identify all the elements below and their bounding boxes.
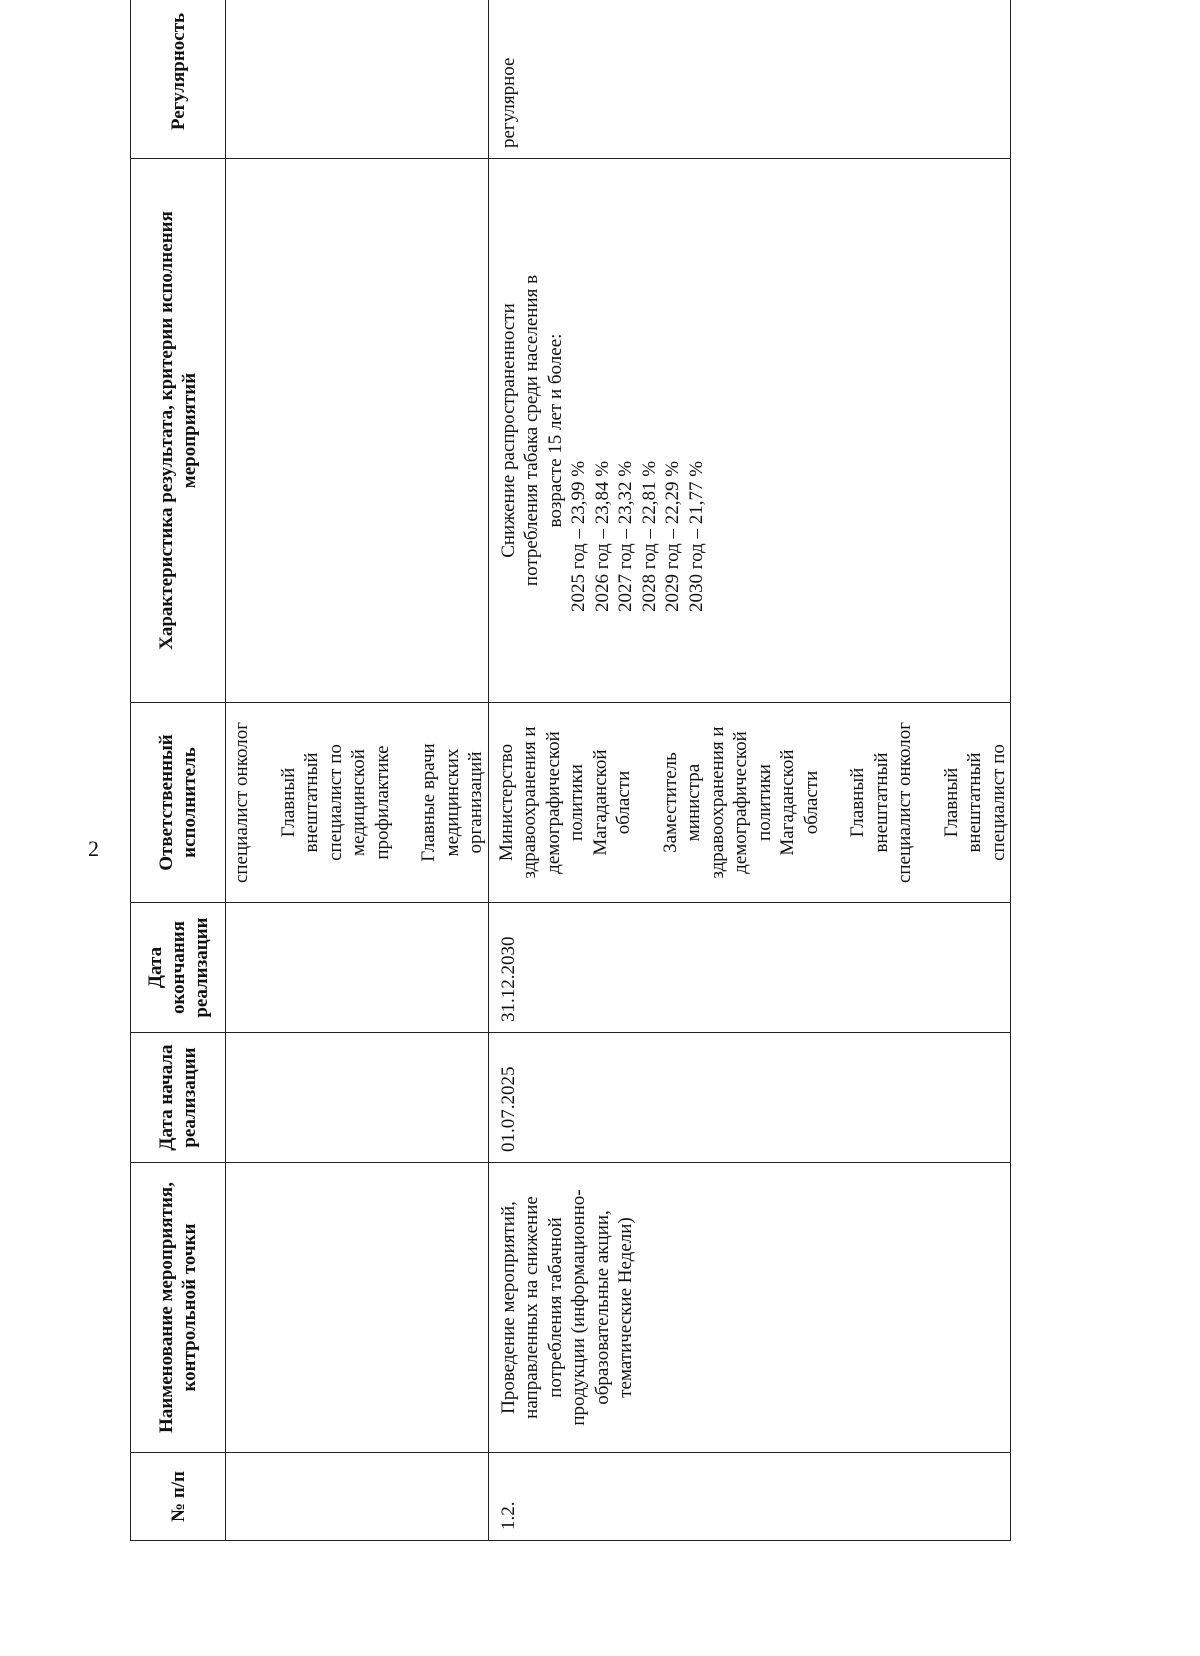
responsible-line: медицинской	[348, 749, 369, 856]
responsible-line: здравоохранения и	[519, 726, 540, 879]
end-date: 31.12.2030	[497, 936, 519, 1022]
responsible-line: Магаданской	[777, 749, 798, 856]
row-number: 1.2.	[497, 1501, 519, 1530]
responsible-line: министра	[683, 763, 704, 842]
responsible-line: Главный	[940, 767, 962, 838]
responsible-line: области	[800, 770, 822, 835]
row1-regularity-cell	[226, 0, 489, 159]
result-year-line: 2028 год – 22,81 %	[638, 460, 660, 612]
table-header-row	[131, 0, 226, 1541]
measure-name-line: направленных на снижение	[521, 1196, 542, 1419]
result-year-line: 2025 год – 23,99 %	[568, 460, 589, 612]
row2-responsible-cell	[488, 703, 1011, 903]
row1-num-cell	[226, 1453, 489, 1541]
responsible-line: демографической	[730, 731, 751, 874]
result-year-line: 2027 год – 23,32 %	[615, 460, 636, 612]
measure-name-line: Проведение мероприятий,	[497, 1201, 519, 1414]
responsible-line: специалист по	[987, 744, 1009, 861]
regularity-value: регулярное	[497, 57, 519, 148]
row2-regularity-cell	[488, 0, 1011, 159]
responsible-line: специалист по	[324, 744, 346, 861]
result-year-line: 2029 год – 22,29 %	[662, 460, 683, 612]
responsible-line: специалист онколог	[231, 721, 252, 884]
responsible-line: области	[613, 770, 634, 835]
row2-end-cell	[488, 903, 1011, 1033]
table-row	[488, 0, 1011, 1541]
page-number: 2	[88, 836, 99, 861]
header-name: Наименование мероприятия, контрольной точки	[131, 1163, 226, 1453]
row1-name-cell	[226, 1163, 489, 1453]
responsible-line: профилактике	[371, 745, 393, 860]
measures-table-sheet	[130, 0, 1100, 1541]
header-regularity: Регулярность	[131, 0, 226, 159]
measures-table	[130, 0, 1011, 1541]
measure-name-line: продукции (информационно-	[568, 1189, 589, 1426]
responsible-line: здравоохранения и	[706, 726, 728, 879]
row2-result-cell	[488, 159, 1011, 703]
measure-name-line: образовательные акции,	[591, 1210, 613, 1405]
responsible-line: медицинских	[441, 748, 463, 857]
header-result: Характеристика результата, критерии исполнения мероприятий	[131, 159, 226, 703]
header-start-date: Дата начала реализации	[131, 1033, 226, 1163]
result-year-line: 2026 год – 23,84 %	[591, 460, 613, 612]
header-responsible: Ответственный исполнитель	[131, 703, 226, 903]
responsible-line: Главные врачи	[418, 743, 439, 862]
row2-name-cell	[488, 1163, 1011, 1453]
row2-start-cell	[488, 1033, 1011, 1163]
row1-start-cell	[226, 1033, 489, 1163]
responsible-line: Главный	[847, 767, 868, 838]
responsible-line: демографической	[542, 731, 564, 874]
responsible-line: специалист онколог	[894, 721, 915, 884]
start-date: 01.07.2025	[497, 1066, 519, 1152]
responsible-line: Магаданской	[589, 749, 611, 856]
responsible-line: политики	[753, 764, 775, 841]
measure-name-line: потребления табачной	[544, 1217, 566, 1398]
responsible-line: Министерство	[495, 743, 517, 862]
responsible-line: Главный	[277, 767, 299, 838]
result-intro-line: возрасте 15 лет и более:	[544, 333, 566, 528]
result-intro-line: потребления табака среди населения в	[521, 274, 542, 587]
row1-end-cell	[226, 903, 489, 1033]
row1-result-cell	[226, 159, 489, 703]
result-intro-line: Снижение распространенности	[497, 303, 519, 558]
row1-responsible-cell	[226, 703, 489, 903]
header-end-date: Дата окончания реализации	[131, 903, 226, 1033]
row2-num-cell	[488, 1453, 1011, 1541]
header-num: № п/п	[131, 1453, 226, 1541]
table-row	[226, 0, 489, 1541]
responsible-line: организаций	[465, 751, 486, 854]
result-year-line: 2030 год – 21,77 %	[685, 460, 707, 612]
responsible-line: внештатный	[301, 752, 322, 853]
responsible-line: внештатный	[964, 752, 985, 853]
responsible-line: Заместитель	[659, 752, 681, 853]
measure-name-line: тематические Недели)	[615, 1217, 636, 1398]
responsible-line: внештатный	[870, 752, 892, 853]
responsible-line: политики	[566, 764, 587, 841]
